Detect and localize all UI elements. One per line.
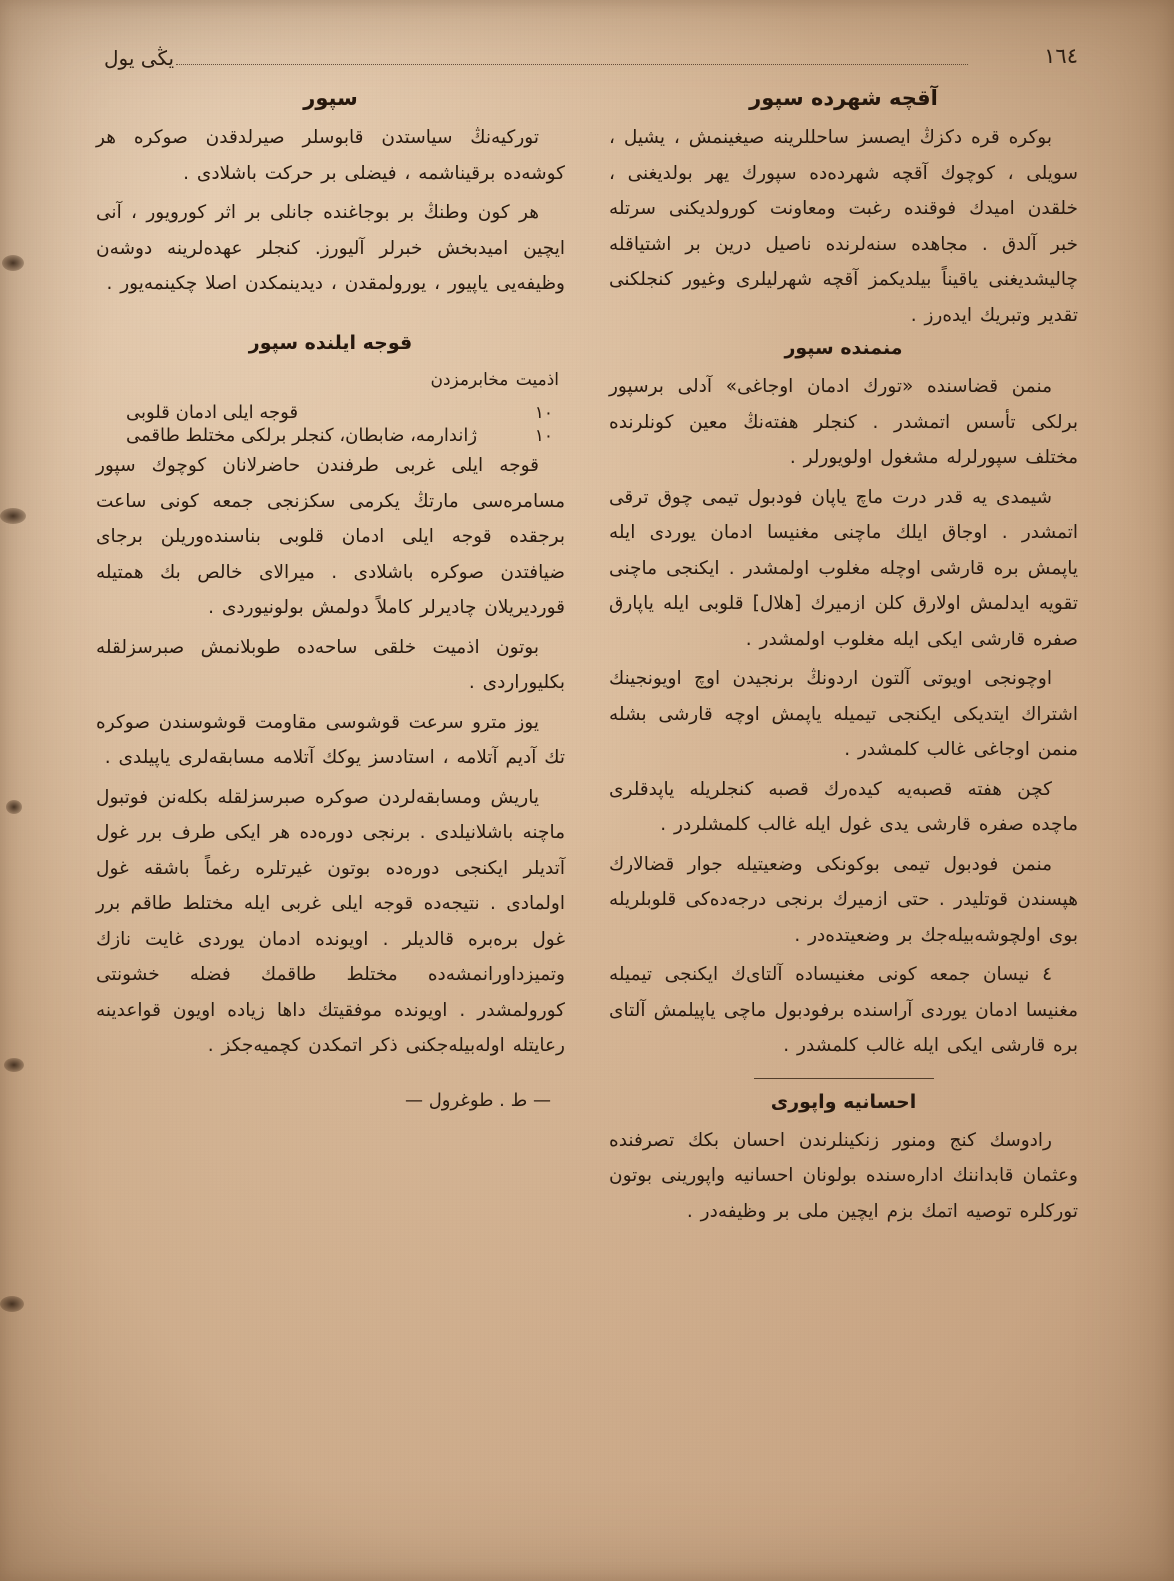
right-subsection-title: قوجه ایلنده سپور <box>248 331 413 354</box>
score-value: ١٠ <box>534 426 553 447</box>
page-header <box>104 44 1078 78</box>
right-paragraph: هر کون وطنڭ بر بوجاغنده جانلی بر اثر کورویور ، آنی ایچین امیدبخش خبرلر آلیورز. کنجلر عهده‌لرینه دوشه‌ن وظیفه‌یی یاپیور ، یورولمقدن ، دیدینمکدن اصلا چکینمه‌یور . <box>96 202 565 295</box>
right-body-paragraph: قوجه ایلی غربی طرفندن حاضرلانان کوچوك سپور مسامره‌سی مارتڭ یکرمی سکزنجی جمعه کونی ساعت برجقده قوجه ایلی ادمان قلوبی بناسنده‌وریلن برجای ضیافتدن صوکره باشلادی . میرالای خالص بك همتیله قوردیریلان چادیرلر کاملاً دولمش بولونیوردی . <box>96 455 565 619</box>
right-paragraph: تورکیه‌نڭ سیاستدن قابوسلر صیرلدقدن صوکره هر کوشه‌ده برقیناشمه ، فیضلی بر حرکت باشلادی . <box>96 127 565 184</box>
left-body-paragraph: منمن فودبول تیمی بوکونکی وضعیتیله جوار قضالارك هپسندن قوتلیدر . حتی ازمیرك برنجی درجه‌ده‌کی قلوبلریله بوی اولچوشه‌بیله‌جك بر وضعیتده‌در . <box>609 853 1078 946</box>
margin-stain-2 <box>0 508 26 524</box>
left-subsection-title-2: احسانیه واپوری <box>770 1090 917 1113</box>
margin-stain-1 <box>2 255 24 271</box>
left-column <box>609 86 1078 1416</box>
left-body-paragraph: ٤ نیسان جمعه کونی مغنیساده آلتای‌ك ایکنجی تیمیله مغنیسا ادمان یوردی آراسنده برفودبول ماچی یاپیلمش آلتای بره قارشی ایکی ایله غالب کلمشدر . <box>609 964 1078 1057</box>
left-paragraph: بوکره قره دکزڭ ایصسز ساحللرینه صیغینمش ، یشیل ، سویلی ، کوچوك آقچه شهرده‌ده سپورك یهر بولدیغنی ، خلقدن امیدك فوقنده رغبت ومعاونت کورولدیکنی سرتله خبر آلدق . مجاهده سنه‌لرنده ناصیل درین بر اشتیاقله چالیشدیغنی یاقیناً بیلدیکمز آقچه شهرلیلری وغیور کنجلکنی تقدیر وتبریك ایده‌رز . <box>609 127 1078 326</box>
right-body-paragraph: یوز مترو سرعت قوشوسی مقاومت قوشوسندن صوکره تك آدیم آتلامه ، استادسز یوکك آتلامه مسابقه‌لری یاپیلدی . <box>96 711 565 769</box>
page-number: ١٦٤ <box>1044 44 1078 68</box>
left-body-paragraph: اوچونجی اویوتی آلتون اردونڭ برنجیدن اوچ اویونجینك اشتراك ایتدیکی ایکنجی تیمیله یاپمش اوچه قارشی بشله منمن اوجاغی غالب کلمشدر . <box>609 668 1078 761</box>
score-row <box>96 402 565 423</box>
margin-stain-5 <box>0 1296 24 1312</box>
left-body-paragraph: کچن هفته قصبه‌یه کیده‌رك قصبه کنجلریله یاپدقلری ماچده صفره قارشی یدی غول ایله غالب کلمشلردر . <box>609 778 1078 836</box>
right-column <box>96 86 565 1416</box>
left-body-paragraph: شیمدی یه قدر درت ماچ یاپان فودبول تیمی چوق ترقی اتمشدر . اوجاق ایلك ماچنی مغنیسا ادمان یوردی ایله یاپمش بره قارشی اوچله مغلوب اولمشدر . ایکنجی ماچنی تقویه ایدلمش اولارق کلن ازمیرك [هلال] قلوبی ایله یاپارق صفره قارشی ایکی ایله مغلوب اولمشدر . <box>609 486 1078 650</box>
header-rule <box>176 64 968 65</box>
right-section-title: سپور <box>303 86 358 110</box>
two-column-body <box>96 86 1078 1416</box>
spacer <box>96 306 565 332</box>
left-body-paragraph: رادوسك کنج ومنور زنکینلرندن احسان بكك تصرفنده وعثمان قابداننك اداره‌سنده بولونان احسانیه واپورینی بوتون تورکلره توصیه اتمك بزم ایچین ملی بر وظیفه‌در . <box>609 1129 1078 1222</box>
right-body-paragraph: یاریش ومسابقه‌لردن صوکره صبرسزلقله بکله‌نن فوتبول ماچنه باشلانیلدی . برنجی دوره‌ده هر ایکی طرف برر غول آتدیلر ایکنجی دوره‌ده بوتون غیرتلره رغماً باشقه غول اولمادی . نتیجه‌ده قوجه ایلی غربی ایله مختلط طاقم برر غول بره‌بره قالدیلر . اویونده ادمان یوردی غایت نازك وتمیزداورانمشه‌ده مختلط طاقمك فضله خشونتی کورولمشدر . اویونده موفقیتك داها زیاده اویون قواعدینه رعایتله اوله‌بیله‌جکنی ذکر اتمکدن کچمیه‌جکز . <box>96 786 565 1057</box>
article-signature: — ط . طوغرول — <box>405 1089 551 1111</box>
score-row <box>96 425 565 446</box>
score-value: ١٠ <box>534 403 553 424</box>
margin-stain-4 <box>4 1058 24 1072</box>
score-team-label: ژاندارمه‌، ضابطان، کنجلر برلکی مختلط طاقمی <box>126 425 478 447</box>
section-divider <box>754 1078 934 1079</box>
right-body-paragraph: بوتون اذمیت خلقی ساحه‌ده طوبلانمش صبرسزلقله بکلیوراردی . <box>96 636 565 694</box>
left-section-title: آقچه شهرده سپور <box>749 86 938 110</box>
left-body-paragraph: منمن قضاسنده «تورك ادمان اوجاغی» آدلی برسپور برلکی تأسس اتمشدر . کنجلر هفته‌نڭ معین کونلرنده مختلف سپورلرله مشغول اولویورلر . <box>609 376 1078 469</box>
running-title: يڭى يول <box>104 46 175 70</box>
correspondent-byline: اذمیت مخابرمزدن <box>430 369 559 390</box>
score-team-label: قوجه ایلی ادمان قلوبی <box>126 402 299 424</box>
left-subsection-title-1: منمنده سپور <box>784 337 903 360</box>
margin-stain-3 <box>6 800 22 814</box>
